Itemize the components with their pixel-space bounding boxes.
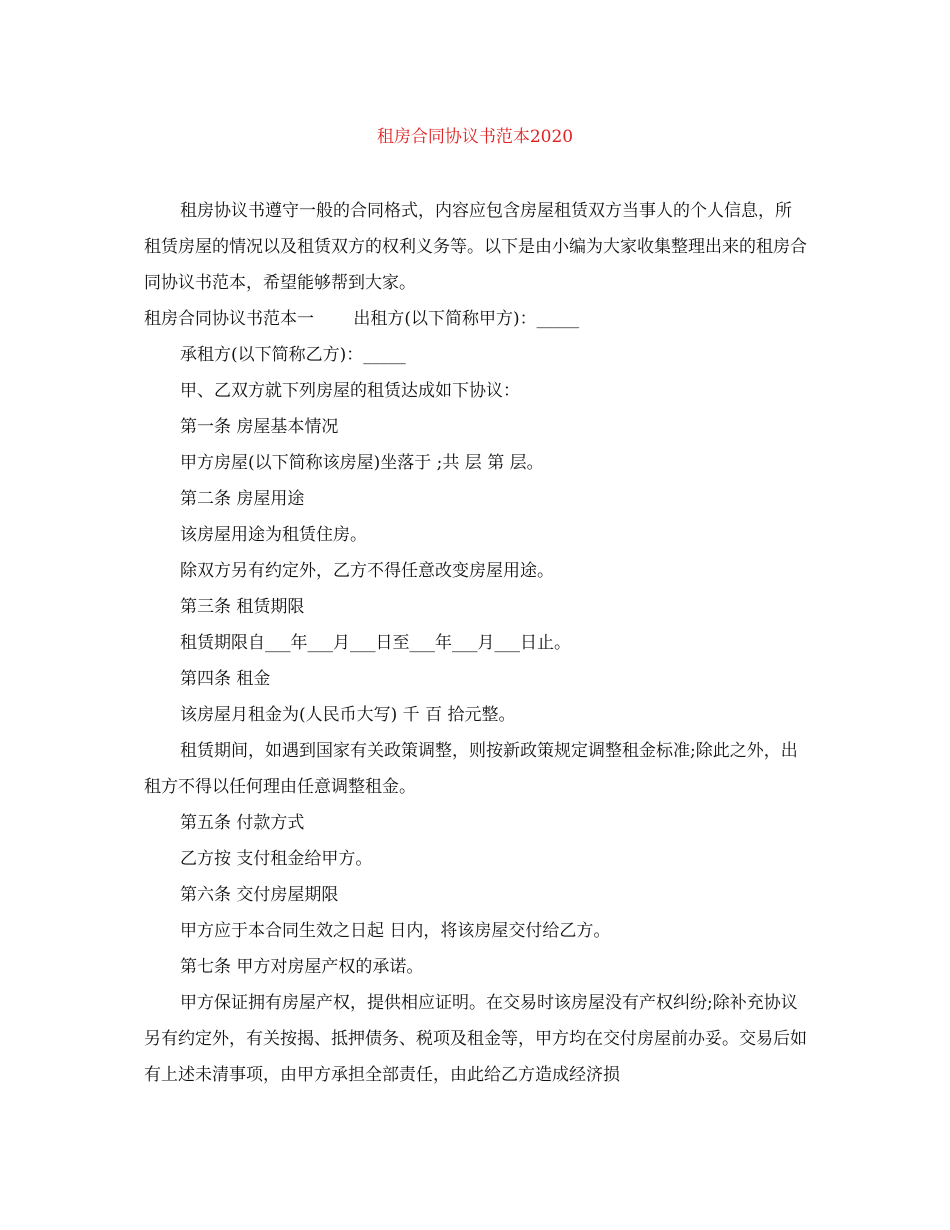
paragraph: 乙方按 支付租金给甲方。 (180, 849, 373, 869)
document-body (144, 193, 808, 1093)
paragraph: 甲、乙双方就下列房屋的租赁达成如下协议： (180, 381, 520, 401)
article-heading: 第一条 房屋基本情况 (180, 417, 339, 437)
article-heading: 第四条 租金 (180, 669, 271, 689)
paragraph: 租房合同协议书范本一 出租方(以下简称甲方)：_____ (144, 309, 580, 329)
document-title: 租房合同协议书范本2020 (376, 127, 574, 147)
paragraph: 甲方应于本合同生效之日起 日内，将该房屋交付给乙方。 (180, 921, 611, 941)
article-heading: 第六条 交付房屋期限 (180, 885, 339, 905)
paragraph: 甲方房屋(以下简称该房屋)坐落于 ;共 层 第 层。 (180, 453, 544, 473)
article-heading: 第三条 租赁期限 (180, 597, 305, 617)
paragraph: 租房协议书遵守一般的合同格式，内容应包含房屋租赁双方当事人的个人信息，所租赁房屋的情况以及租赁双方的权利义务等。以下是由小编为大家收集整理出来的租房合同协议书范本，希望能够帮到大家。 (144, 201, 807, 293)
paragraph: 租赁期间，如遇到国家有关政策调整，则按新政策规定调整租金标准;除此之外，出租方不得以任何理由任意调整租金。 (144, 741, 798, 797)
article-heading: 第五条 付款方式 (180, 813, 305, 833)
article-heading: 第七条 甲方对房屋产权的承诺。 (180, 957, 424, 977)
paragraph: 租赁期限自___年___月___日至___年___月___日止。 (180, 633, 571, 653)
paragraph: 承租方(以下简称乙方)：_____ (180, 345, 406, 365)
paragraph: 除双方另有约定外，乙方不得任意改变房屋用途。 (180, 561, 554, 581)
paragraph: 该房屋月租金为(人民币大写) 千 百 拾元整。 (180, 705, 516, 725)
paragraph: 该房屋用途为租赁住房。 (180, 525, 367, 545)
article-heading: 第二条 房屋用途 (180, 489, 305, 509)
paragraph: 甲方保证拥有房屋产权，提供相应证明。在交易时该房屋没有产权纠纷;除补充协议另有约定外，有关按揭、抵押债务、税项及租金等，甲方均在交付房屋前办妥。交易后如有上述未清事项，由甲方承担全部责任，由此给乙方造成经济损 (144, 993, 807, 1085)
